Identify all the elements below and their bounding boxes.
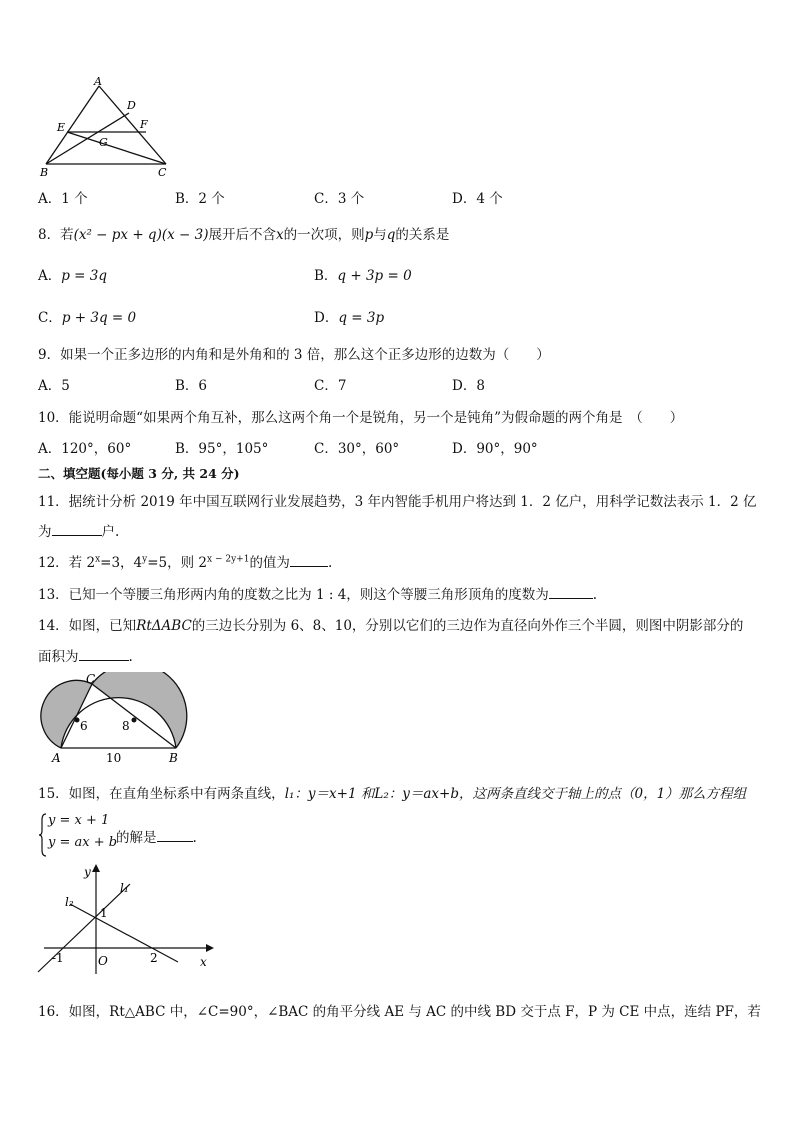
q14-triangle: RtΔABC: [136, 618, 192, 634]
q8-option-c-text: p + 3q = 0: [61, 310, 137, 326]
q8-var-x: x: [275, 227, 284, 243]
q12-mid2: =5，则 2: [147, 555, 208, 571]
question-11-line1: 11．据统计分析 2019 年中国互联网行业发展趋势，3 年内智能手机用户将达到 1．2 亿户，用科学记数法表示 1．2 亿: [38, 494, 757, 510]
question-11-line2: [38, 520, 119, 540]
q14-line2-suffix: .: [128, 649, 133, 665]
q8-mid3: 与: [373, 227, 387, 243]
fig15-label-y: y: [84, 865, 91, 879]
q13-answer-blank[interactable]: [549, 586, 593, 599]
fig14-label-a: A: [52, 751, 61, 765]
fig15-label-l2: l₂: [65, 895, 74, 909]
fig15-label-2: 2: [150, 951, 158, 965]
q15-eq2: ：y＝ax+b，这两条直线交于轴上的点（0，1）那么方程组: [388, 786, 747, 802]
question-9: 9．如果一个正多边形的内角和是外角和的 3 倍，那么这个正多边形的边数为（ ）: [38, 347, 550, 363]
fig14-label-6: 6: [80, 719, 88, 733]
q8-option-a-letter: A．: [38, 268, 62, 284]
q12-suffix: .: [327, 555, 333, 571]
q15-l2: L₂: [374, 786, 389, 802]
q12-exp1: x: [95, 554, 101, 565]
q8-option-b-letter: B．: [314, 268, 338, 284]
q10-option-d[interactable]: D．90°，90°: [452, 441, 538, 457]
q7-option-d[interactable]: D．4 个: [452, 191, 503, 207]
q9-option-a[interactable]: A．5: [38, 378, 70, 394]
q8-var-q: q: [386, 227, 396, 243]
question-12: [38, 551, 332, 571]
q15-end: .: [192, 830, 197, 846]
q15-system-eq2: y = ax + b: [48, 835, 118, 850]
question-16: 16．如图，Rt△ABC 中，∠C=90°，∠BAC 的角平分线 AE 与 AC 的中线 BD 交于点 F，P 为 CE 中点，连结 PF，若: [38, 1004, 761, 1020]
fig15-label-origin: O: [98, 954, 108, 968]
q15-eq1: ：y＝x+1 和: [294, 786, 375, 802]
q14-prefix: 14．如图，已知: [38, 618, 137, 634]
question-10: 10．能说明命题“如果两个角互补，那么这两个角一个是锐角，另一个是钝角”为假命题的两个角是 （ ）: [38, 410, 684, 426]
fig15-label-x: x: [200, 955, 207, 969]
question-8: [38, 223, 449, 243]
semicircles-figure-q14: [40, 672, 210, 768]
q10-option-c[interactable]: C．30°，60°: [314, 441, 400, 457]
q10-option-b[interactable]: B．95°，105°: [175, 441, 269, 457]
coordinate-figure-q15: [30, 864, 220, 978]
q9-option-b[interactable]: B．6: [175, 378, 208, 394]
q15-answer-blank[interactable]: [157, 829, 193, 842]
question-14-line1: [38, 614, 743, 634]
q14-line2-prefix: 面积为: [38, 649, 79, 665]
q12-exp2: y: [142, 554, 148, 565]
question-13: [38, 583, 597, 603]
q9-option-d[interactable]: D．8: [452, 378, 485, 394]
q8-var-p: p: [364, 227, 374, 243]
triangle-figure-q7: [36, 76, 176, 180]
q11-answer-blank[interactable]: [52, 523, 102, 536]
question-14-line2: [38, 645, 133, 665]
q12-prefix: 12．若 2: [38, 555, 96, 571]
q10-option-a[interactable]: A．120°，60°: [38, 441, 132, 457]
q7-option-c[interactable]: C．3 个: [314, 191, 365, 207]
q8-suffix: 的关系是: [395, 227, 450, 243]
q8-option-d-letter: D．: [314, 310, 339, 326]
fig1-label-b: B: [40, 166, 49, 179]
q15-system-eq1: y = x + 1: [48, 813, 110, 828]
q8-mid2: 的一次项，则: [283, 227, 365, 243]
q12-exp3: x − 2y+1: [207, 554, 250, 565]
q8-option-c-letter: C．: [38, 310, 62, 326]
q11-line2-suffix: 户.: [101, 524, 120, 540]
fig1-label-e: E: [57, 121, 66, 134]
fig1-label-a: A: [94, 76, 102, 88]
q8-option-a-text: p = 3q: [61, 268, 108, 284]
fig1-label-g: G: [99, 136, 108, 149]
q8-expression: (x² − px + q)(x − 3): [73, 227, 209, 243]
fig14-label-c: C: [86, 672, 96, 686]
fig1-label-c: C: [158, 166, 167, 179]
q14-answer-blank[interactable]: [79, 648, 129, 661]
q8-option-a[interactable]: [38, 264, 107, 284]
q15-system-suffix: [116, 826, 197, 846]
q8-option-c[interactable]: [38, 306, 136, 326]
q15-equation-system: [38, 812, 228, 858]
q12-answer-blank[interactable]: [290, 554, 328, 567]
q14-rest: 的三边长分别为 6、8、10，分别以它们的三边作为直径向外作三个半圆，则图中阴影部分的: [191, 618, 744, 634]
fig14-label-b: B: [169, 751, 178, 765]
fig14-label-10: 10: [106, 751, 122, 765]
q15-suffix-text: 的解是: [116, 830, 157, 846]
q8-prefix: 8．若: [38, 227, 74, 243]
q12-mid1: =3，4: [100, 555, 143, 571]
q8-option-d-text: q = 3p: [338, 310, 385, 326]
q7-option-b[interactable]: B．2 个: [175, 191, 225, 207]
fig1-label-f: F: [140, 118, 148, 131]
q8-option-d[interactable]: [314, 306, 384, 326]
q11-line2-prefix: 为: [38, 524, 52, 540]
fig15-label-neg1: -1: [52, 951, 64, 965]
fig14-label-8: 8: [122, 719, 130, 733]
q12-suffix-pre: 的值为: [249, 555, 290, 571]
q8-option-b-text: q + 3p = 0: [337, 268, 412, 284]
fig15-label-1: 1: [100, 906, 108, 920]
fig1-label-d: D: [127, 99, 136, 112]
q15-l1: l₁: [284, 786, 295, 802]
section-title-fill-in: 二、填空题(每小题 3 分, 共 24 分): [38, 466, 240, 481]
q15-prefix: 15．如图，在直角坐标系中有两条直线，: [38, 786, 285, 802]
q8-mid1: 展开后不含: [208, 227, 276, 243]
fig15-label-l1: l₁: [120, 881, 129, 895]
q9-option-c[interactable]: C．7: [314, 378, 347, 394]
q13-prefix: 13．已知一个等腰三角形两内角的度数之比为 1 : 4，则这个等腰三角形顶角的度数为: [38, 587, 549, 603]
q8-option-b[interactable]: [314, 264, 412, 284]
question-15: [38, 782, 746, 802]
q7-option-a[interactable]: A．1 个: [38, 191, 88, 207]
left-brace-icon: [38, 812, 48, 858]
q13-suffix: .: [592, 587, 598, 603]
